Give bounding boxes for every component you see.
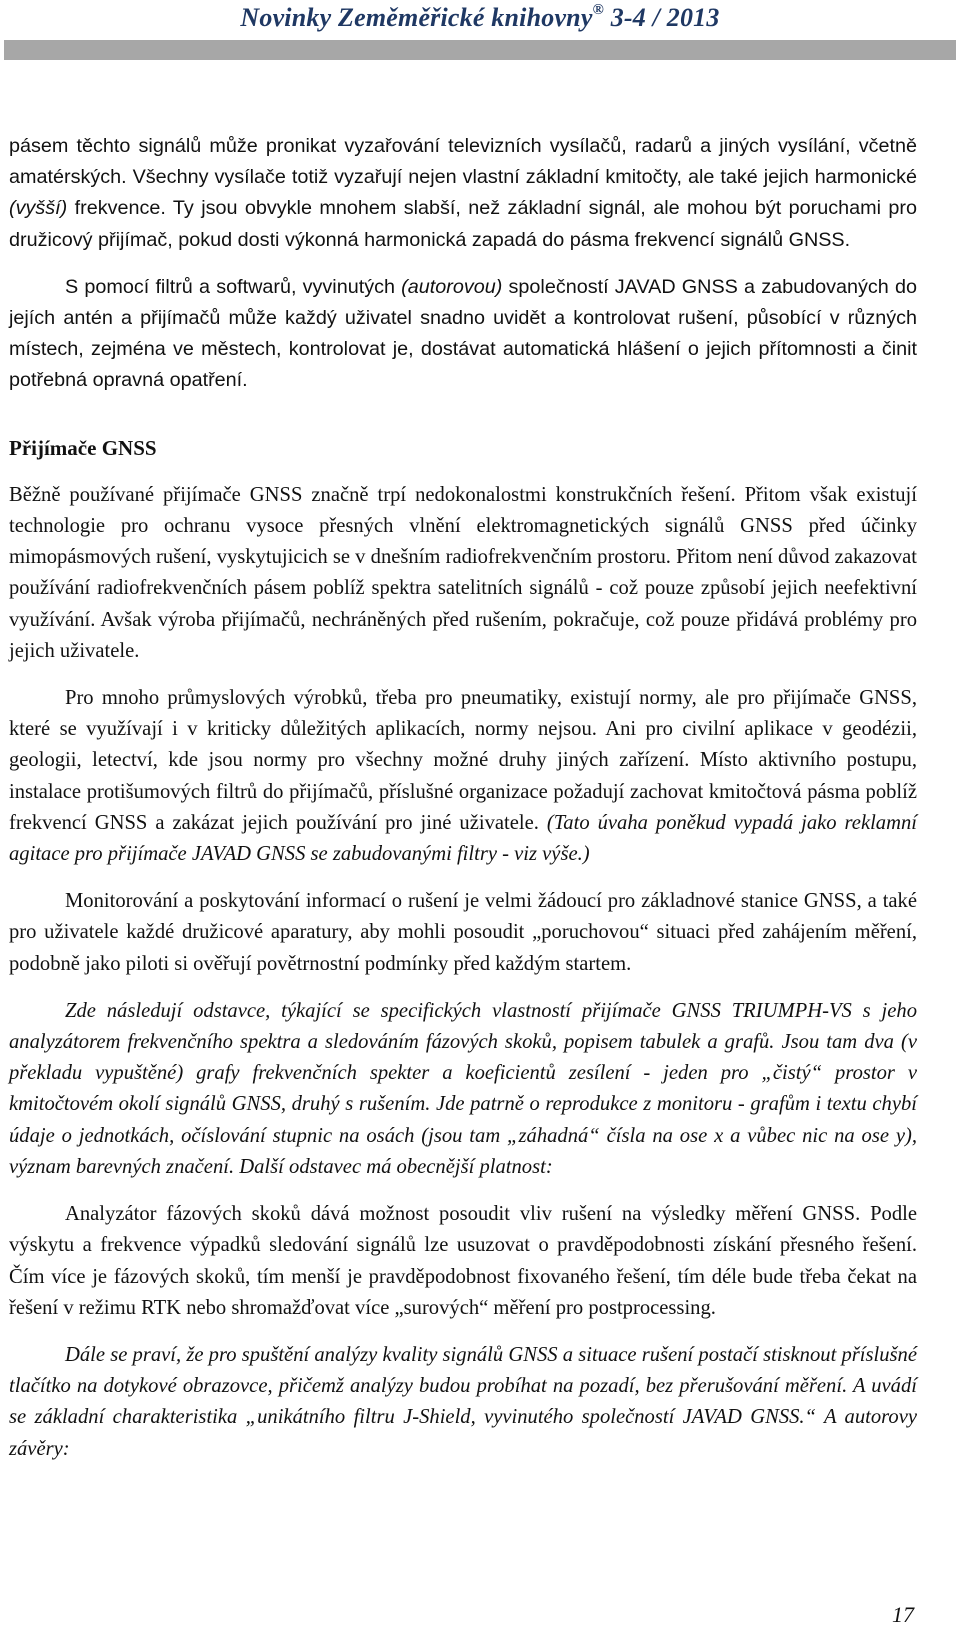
paragraph-6: Zde následují odstavce, týkající se specifických vlastností přijímače GNSS TRIUMPH-VS s jeho analyzátorem frekvenčního spektra a sledováním fázových skoků, popisem tabulek a grafů. Jsou tam dva (v překladu vypuštěné) grafy frekvenčních spekter a koeficientů zesílení - jeden pro „čistý“ prostor v kmitočtovém okolí signálů GNSS, druhý s rušením. Jde patrně o reprodukce z monitoru - grafům i textu chybí údaje o jednotkách, očíslování stupnic na osách (jsou tam „záhadná“ čísla na ose x a vůbec nic na ose y), význam barevných značení. Další odstavec má obecnější platnost: [9, 999, 917, 1178]
journal-title [0, 2, 960, 33]
article-body [9, 131, 917, 1465]
header-divider-bar [4, 40, 956, 60]
paragraph-4-italic: (Tato úvaha poněkud vypadá jako reklamní agitace pro přijímače JAVAD GNSS se zabudovanými filtry - viz výše.) [9, 811, 917, 866]
paragraph-7: Analyzátor fázových skoků dává možnost posoudit vliv rušení na výsledky měření GNSS. Podle výskytu a frekvence výpadků sledování signálů lze usuzovat o pravděpodobnosti získání přesného řešení. Čím více je fázových skoků, tím menší je pravděpodobnost fixovaného řešení, tím déle bude třeba čekat na řešení v režimu RTK nebo shromažďovat více „surových“ měření pro postprocessing. [9, 1203, 917, 1319]
paragraph-3: Běžně používané přijímače GNSS značně trpí nedokonalostmi konstrukčních řešení. Přitom však existují technologie pro ochranu vysoce přesných vlnění elektromagnetických signálů GNSS před účinky mimopásmových rušení, vyskytujicich se v dnešním radiofrekvenčním prostoru. Přitom není důvod zakazovat používání radiofrekvenčních pásem poblíž spektra satelitních signálů - což pouze způsobí jejich neefektivní využívání. Avšak výroba přijímačů, nechráněných před rušením, pokračuje, což pouze přidává problémy pro jejich uživatele. [9, 483, 917, 662]
paragraph-1-italic: (vyšší) [9, 197, 68, 220]
journal-issue: 3-4 / 2013 [610, 3, 720, 32]
page-header [0, 0, 960, 66]
paragraph-1-text: pásem těchto signálů může pronikat vyzařování televizních vysílačů, radarů a jiných vysílání, včetně amatérských. Všechny vysílače totiž vyzařují nejen vlastní základní kmitočty, ale také jejich harmonické [9, 135, 917, 189]
paragraph-1-text-end: frekvence. Ty jsou obvykle mnohem slabší, než základní signál, ale mohou být poruchami pro družicový přijímač, pokud dosti výkonná harmonická zapadá do pásma frekvencí signálů GNSS. [9, 197, 917, 251]
page-number: 17 [892, 1602, 914, 1627]
paragraph-4-text: Pro mnoho průmyslových výrobků, třeba pro pneumatiky, existují normy, ale pro přijímače GNSS, které se využívají i v kriticky důležitých aplikacích, normy nejsou. Ani pro civilní aplikace v geodézii, geologii, letectví, kde jsou normy pro všechny možné druhy jiných zařízení. Místo aktivního postupu, instalace protišumových filtrů do přijímačů, příslušné organizace požadují zachovat kmitočtová pásma poblíž frekvencí GNSS a zakázat jejich používání pro jiné uživatele. [9, 687, 917, 834]
paragraph-2-text-end: společností JAVAD GNSS a zabudovaných do jejích antén a přijímačů může každý uživatel snadno uvidět a kontrolovat rušení, působící v různých místech, zejména ve městech, kontrolovat je, dostávat automatická hlášení o jejich přítomnosti a činit potřebná opravná opatření. [9, 275, 917, 392]
paragraph-2 [9, 272, 917, 397]
registered-mark: ® [592, 2, 604, 18]
journal-name: Novinky Zeměměřické knihovny [240, 3, 593, 32]
paragraph-8: Dále se praví, že pro spuštění analýzy kvality signálů GNSS a situace rušení postačí stisknout příslušné tlačítko na dotykové obrazovce, přičemž analýzy budou probíhat na pozadí, bez přerušování měření. A uvádí se základní charakteristika „unikátního filtru J-Shield, vyvinutého společností JAVAD GNSS.“ A autorovy závěry: [9, 1343, 917, 1460]
paragraph-1 [9, 131, 917, 256]
paragraph-2-italic: (autorovou) [401, 275, 503, 298]
section-heading: Přijímače GNSS [9, 435, 157, 460]
paragraph-5: Monitorování a poskytování informací o rušení je velmi žádoucí pro základnové stanice GNSS, a také pro uživatele každé družicové aparatury, aby mohli posoudit „poruchovou“ situaci před zahájením měření, podobně jako piloti si ověřují povětrnostní podmínky před každým startem. [9, 890, 917, 975]
paragraph-4 [9, 683, 917, 870]
paragraph-2-text: S pomocí filtrů a softwarů, vyvinutých [65, 275, 402, 298]
